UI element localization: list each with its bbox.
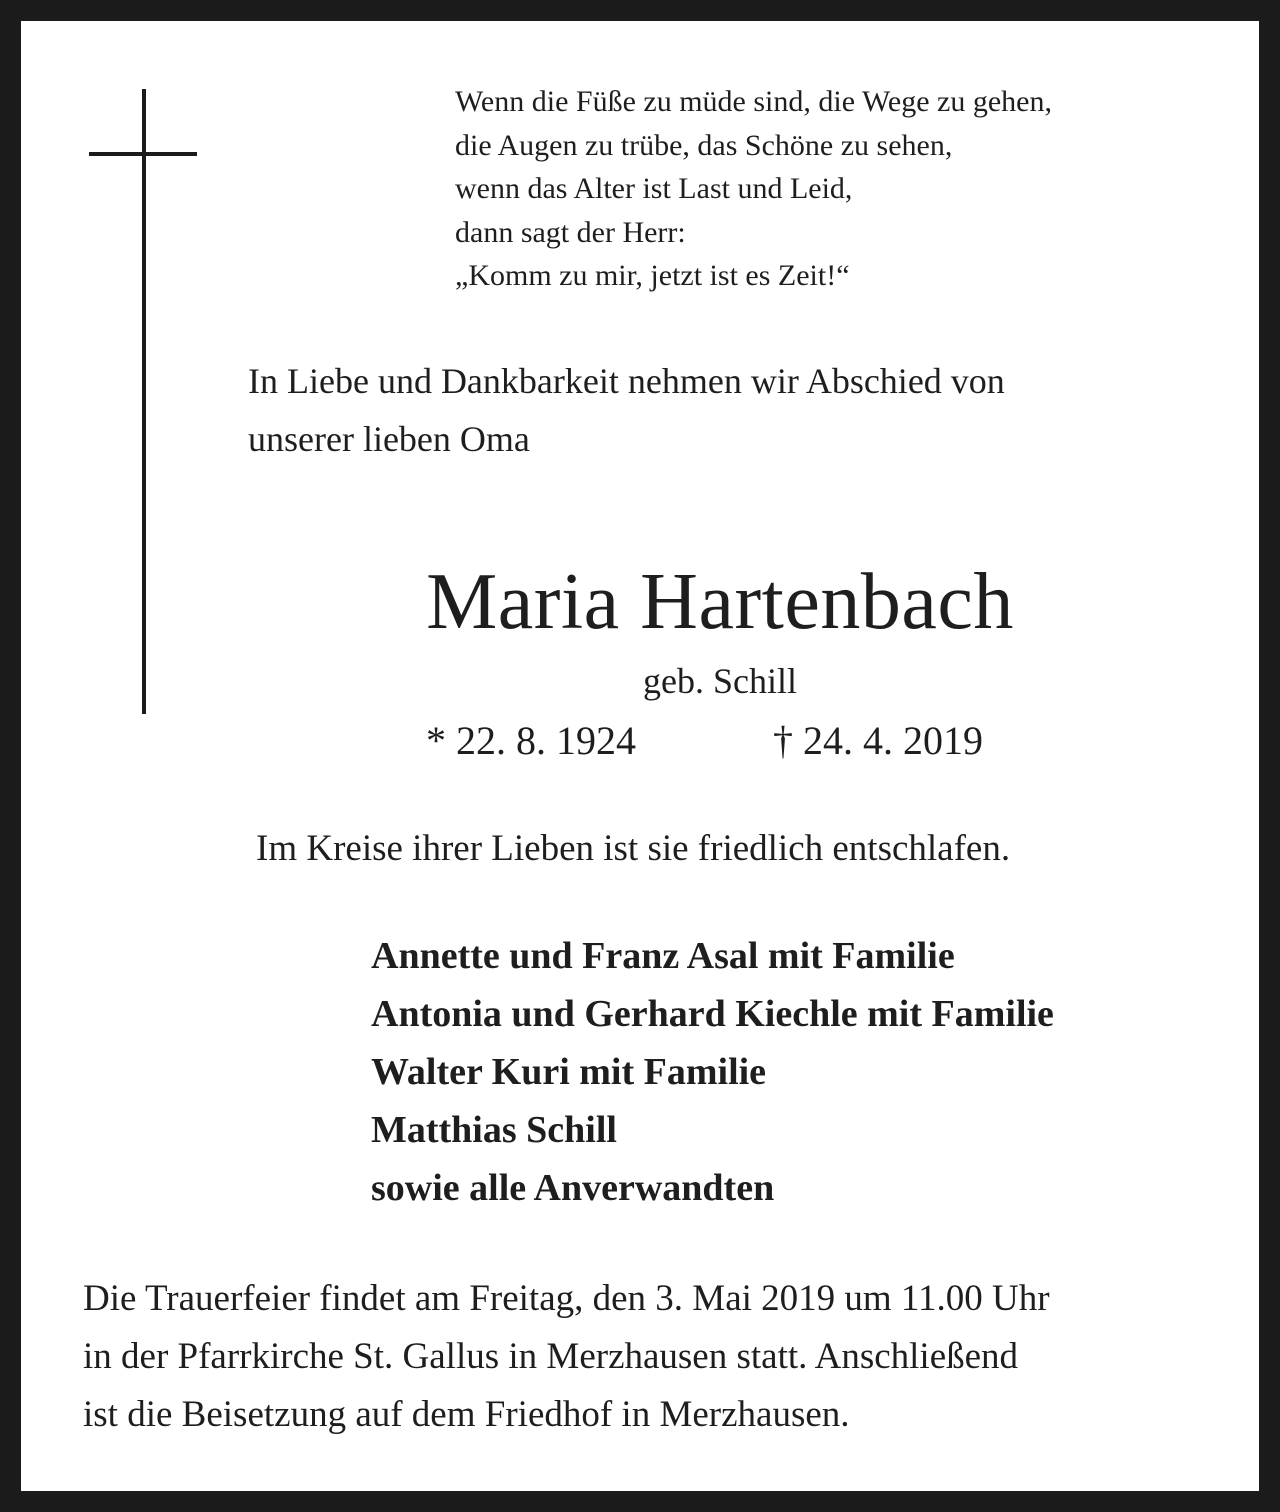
farewell-intro [248,352,1005,468]
mourners-list [371,927,1054,1217]
poem [455,80,1052,298]
birth-date: * 22. 8. 1924 [426,718,636,763]
service-line: in der Pfarrkirche St. Gallus in Merzhausen statt. Anschließend [83,1336,1019,1377]
life-dates [0,713,1280,769]
birth-name: geb. Schill [643,661,797,701]
mourner: Matthias Schill [371,1109,617,1151]
poem-line: dann sagt der Herr: [455,215,686,249]
closing-line: Im Kreise ihrer Lieben ist sie friedlich entschlafen. [256,828,1011,869]
intro-line: In Liebe und Dankbarkeit nehmen wir Abschied von [248,361,1005,401]
intro-line: unserer lieben Oma [248,419,530,459]
mourner: Walter Kuri mit Familie [371,1051,767,1093]
service-details [83,1270,1050,1444]
poem-line: wenn das Alter ist Last und Leid, [455,172,853,205]
poem-line: „Komm zu mir, jetzt ist es Zeit!“ [455,259,850,292]
poem-line: Wenn die Füße zu müde sind, die Wege zu gehen, [455,85,1052,118]
death-date: † 24. 4. 2019 [773,718,983,763]
service-line: Die Trauerfeier findet am Freitag, den 3. Mai 2019 um 11.00 Uhr [83,1278,1050,1319]
poem-line: die Augen zu trübe, das Schöne zu sehen, [455,128,953,162]
deceased-name: Maria Hartenbach [426,558,1014,646]
service-line: ist die Beisetzung auf dem Friedhof in Merzhausen. [83,1394,850,1435]
mourner: sowie alle Anverwandten [371,1167,775,1209]
mourner: Annette und Franz Asal mit Familie [371,935,955,977]
mourner: Antonia und Gerhard Kiechle mit Familie [371,993,1054,1035]
cross-horizontal-bar [89,152,197,156]
